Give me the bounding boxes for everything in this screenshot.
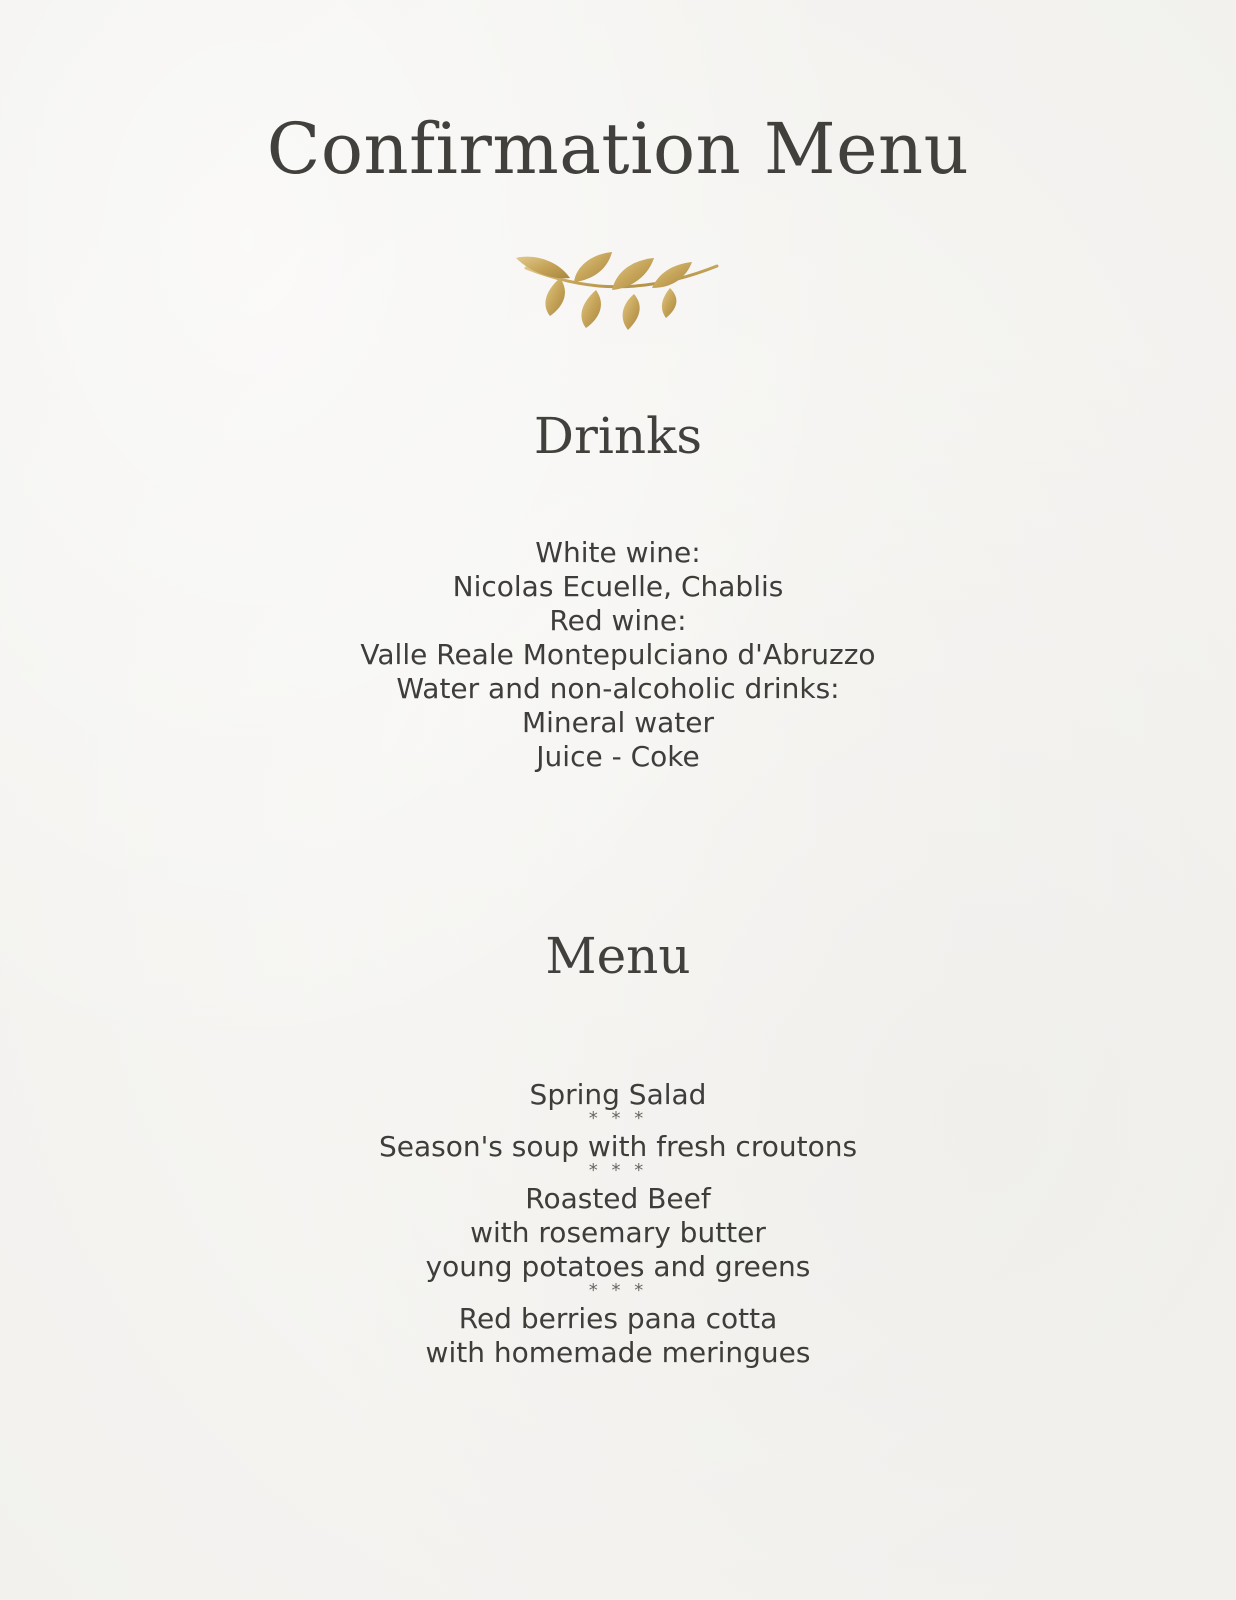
menu-line: with rosemary butter — [470, 1216, 766, 1249]
drinks-line: Red wine: — [549, 604, 687, 637]
drinks-heading: Drinks — [533, 407, 703, 465]
menu-list — [0, 1078, 1236, 1370]
menu-line: young potatoes and greens — [425, 1250, 811, 1283]
drinks-line: White wine: — [535, 536, 701, 569]
menu-line: Spring Salad — [529, 1078, 707, 1111]
page-title: Confirmation Menu — [266, 108, 970, 190]
course-separator: * * * — [588, 1108, 648, 1129]
drinks-line: Juice - Coke — [536, 740, 700, 773]
drinks-line: Nicolas Ecuelle, Chablis — [452, 570, 784, 603]
menu-line: Roasted Beef — [525, 1182, 711, 1215]
menu-heading: Menu — [545, 927, 691, 985]
menu-line: Season's soup with fresh croutons — [378, 1130, 858, 1163]
course-separator: * * * — [588, 1280, 648, 1301]
gold-laurel-branch-icon — [512, 248, 728, 336]
menu-line: Red berries pana cotta — [458, 1302, 778, 1335]
drinks-line: Valle Reale Montepulciano d'Abruzzo — [360, 638, 876, 671]
drinks-list — [0, 536, 1236, 774]
drinks-line: Water and non-alcoholic drinks: — [396, 672, 840, 705]
drinks-line: Mineral water — [521, 706, 715, 739]
course-separator: * * * — [588, 1160, 648, 1181]
menu-line: with homemade meringues — [425, 1336, 811, 1369]
